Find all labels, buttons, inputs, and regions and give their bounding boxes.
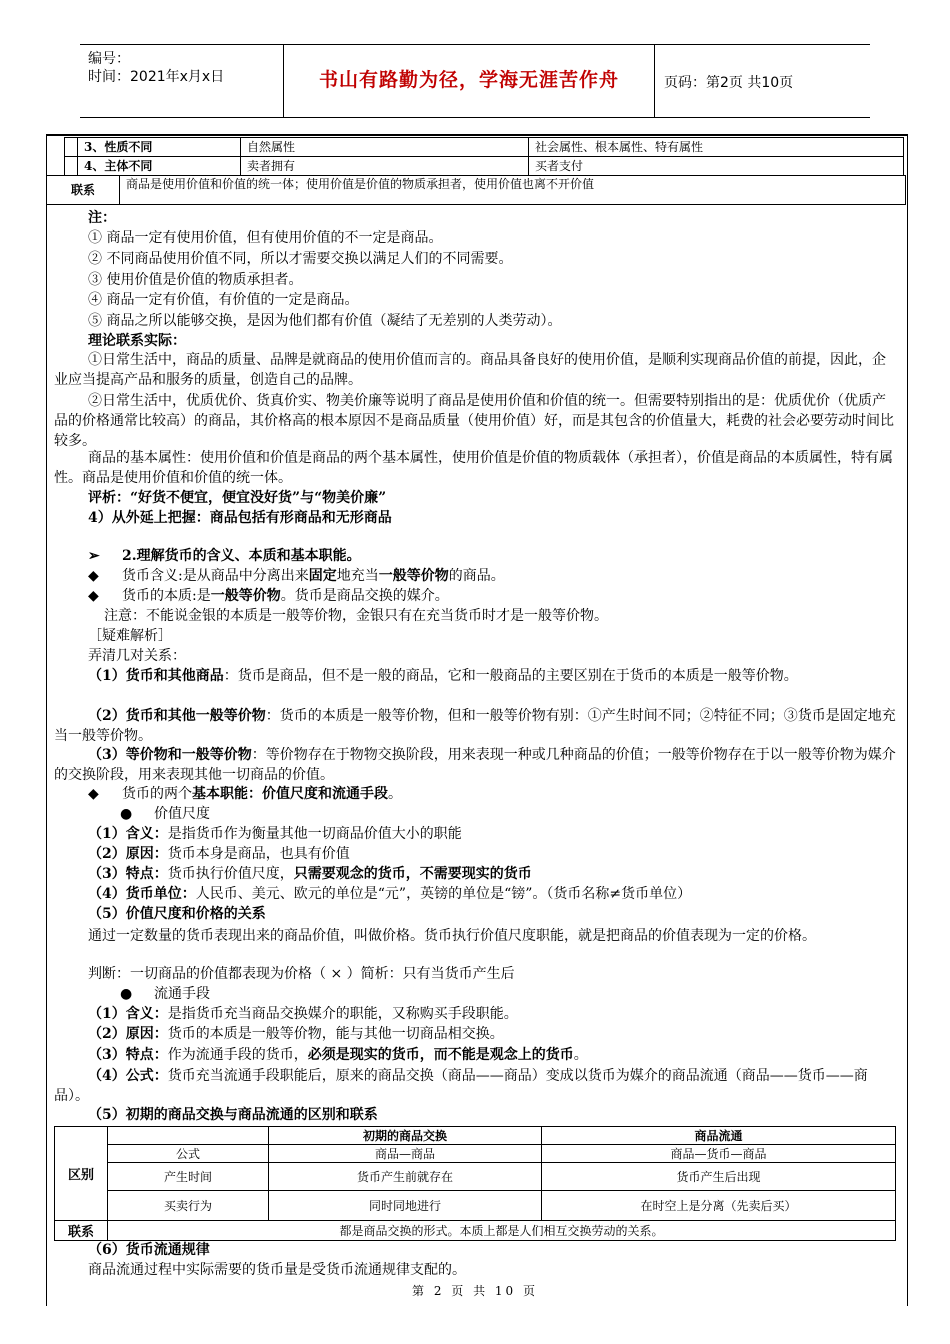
text-run: 人民币、美元、欧元的单位是“元”，英镑的单位是“镑”。（货币名称≠货币单位）: [195, 886, 692, 902]
theory-paragraph: ①日常生活中，商品的质量、品牌是就商品的使用价值而言的。商品具备良好的使用价值，是顺利实现商品价值的前提，因此，企业应当提高产品和服务的质量，创造自己的品牌。: [54, 352, 886, 388]
table-row: [65, 138, 904, 157]
table-cell: 社会属性、根本属性、特有属性: [529, 138, 904, 157]
diff-label: 区别: [55, 1127, 108, 1221]
header-motto: 书山有路勤为径，学海无涯苦作舟: [318, 69, 619, 91]
text-run: 基本职能：价值尺度和流通手段: [192, 786, 388, 802]
diamond-bullet-icon: ◆: [88, 588, 99, 604]
text-run: 一般等价物: [378, 568, 449, 584]
measure-heading: [120, 804, 930, 824]
page-footer: 第 2 页 共 10 页: [412, 1284, 538, 1298]
column-header: 商品流通: [542, 1127, 896, 1145]
theory-title: 理论联系实际：: [88, 333, 186, 349]
table-row: [55, 1145, 896, 1163]
table-cell: 货币产生后出现: [542, 1163, 896, 1191]
text-run: 货币充当流通手段职能后，原来的商品交换（商品——商品）变成以货币为媒介的商品流通（商品——货币——商品）。: [54, 1068, 868, 1104]
header-divider: [654, 44, 655, 117]
link-text: 商品是使用价值和价值的统一体；使用价值是价值的物质承担者，使用价值也离不开价值: [120, 176, 906, 205]
link-table: [46, 175, 906, 205]
column-header: 初期的商品交换: [269, 1127, 542, 1145]
text-run: ：货币的本质是一般等价物，但和一般等价物有别：①产生时间不同；②特征不同；③货币是固定地充当一般等价物。: [54, 708, 896, 744]
table-row: [55, 1163, 896, 1191]
theory-paragraph: 商品的基本属性：使用价值和价值是商品的两个基本属性，使用价值是价值的物质载体（承担者），价值是商品的本质属性，特有属性。商品是使用价值和价值的统一体。: [54, 450, 893, 486]
relation-paragraph: [54, 706, 896, 746]
link-text: 都是商品交换的形式。本质上都是人们相互交换劳动的关系。: [108, 1221, 896, 1241]
table-cell: 自然属性: [241, 138, 529, 157]
circulation-item: （6）货币流通规律: [88, 1242, 210, 1258]
measure-item: [88, 884, 898, 904]
text-run: （4）公式：: [88, 1068, 168, 1084]
table-row: [47, 176, 906, 205]
circulation-paragraph: 商品流通过程中实际需要的货币量是受货币流通规律支配的。: [88, 1262, 466, 1278]
table-cell: 买卖行为: [108, 1191, 269, 1221]
circulation-heading: [120, 984, 930, 1004]
note-item: ① 商品一定有使用价值，但有使用价值的不一定是商品。: [88, 230, 443, 246]
table-cell: 公式: [108, 1145, 269, 1163]
comment-line: 评析：“好货不便宜，便宜没好货”与“物美价廉”: [88, 490, 387, 506]
text-run: （3）等价物和一般等价物: [88, 747, 252, 763]
text-run: （1）含义：: [88, 1006, 168, 1022]
table-row: [55, 1127, 896, 1145]
doc-number-label: 编号：: [88, 51, 130, 67]
note-item: ⑤ 商品之所以能够交换，是因为他们都有价值（凝结了无差别的人类劳动）。: [88, 313, 562, 329]
link-label: 联系: [55, 1221, 108, 1241]
table-cell: 买者支付: [529, 157, 904, 176]
table-cell: 商品—商品: [269, 1145, 542, 1163]
text-run: （2）原因：: [88, 1026, 168, 1042]
section-heading: [88, 546, 898, 566]
text-run: （4）货币单位：: [88, 886, 196, 902]
table-cell: 产生时间: [108, 1163, 269, 1191]
text-run: 。货币是商品交换的媒介。: [280, 588, 449, 604]
diamond-bullet-icon: ◆: [88, 568, 99, 584]
diamond-bullet-icon: ◆: [88, 786, 99, 802]
text-run: （2）原因：: [88, 846, 168, 862]
money-essence: [88, 586, 898, 606]
circulation-paragraph: [54, 1066, 896, 1106]
comparison-table: [54, 1126, 896, 1241]
header-bottom-rule: [80, 117, 870, 118]
section-heading-text: 2.理解货币的含义、本质和基本职能。: [122, 548, 361, 564]
text-run: 是指货币作为衡量其他一切商品价值大小的职能: [167, 826, 462, 842]
text-run: 。: [388, 786, 402, 802]
text-run: 必须是现实的货币，而不能是观念上的货币: [307, 1047, 574, 1063]
note-title: 注：: [88, 210, 116, 226]
text-run: （2）货币和其他一般等价物: [88, 708, 266, 724]
text-run: 只需要观念的货币，不需要现实的货币: [293, 866, 532, 882]
text-run: ：货币是商品，但不是一般的商品，它和一般商品的主要区别在于货币的本质是一般等价物。: [223, 668, 798, 684]
text-run: 的商品。: [448, 568, 505, 584]
header-divider: [283, 44, 284, 117]
measure-item: [88, 864, 898, 884]
measure-item: [88, 824, 898, 844]
doubt-heading: ［疑难解析］: [88, 628, 172, 644]
table-cell: 在时空上是分离（先卖后买）: [542, 1191, 896, 1221]
text-run: 货币的本质:是: [122, 588, 211, 604]
note-item: ③ 使用价值是价值的物质承担者。: [88, 272, 303, 288]
text-run: 作为流通手段的货币，: [167, 1047, 308, 1063]
table-row: [55, 1191, 896, 1221]
measure-item: [88, 844, 898, 864]
table-cell: 4、主体不同: [78, 157, 241, 176]
link-label: 联系: [47, 176, 120, 205]
text-run: 货币含义:是从商品中分离出来: [122, 568, 309, 584]
text-run: 固定: [308, 568, 337, 584]
extension-line: 4）从外延上把握：商品包括有形商品和无形商品: [88, 510, 392, 526]
attention-line: 注意：不能说金银的本质是一般等价物，金银只有在充当货币时才是一般等价物。: [104, 608, 608, 624]
dot-bullet-icon: ●: [120, 806, 133, 822]
note-item: ② 不同商品使用价值不同，所以才需要交换以满足人们的不同需要。: [88, 251, 513, 267]
text-run: 货币的两个: [122, 786, 192, 802]
header-page-info: 页码：第2页 共10页: [664, 75, 794, 91]
money-definition: [88, 566, 898, 586]
table-cell: 同时同地进行: [269, 1191, 542, 1221]
dot-bullet-icon: ●: [120, 986, 133, 1002]
text-run: 价值尺度: [154, 806, 210, 822]
table-row: [65, 157, 904, 176]
text-run: （1）货币和其他商品: [88, 668, 224, 684]
text-run: （1）含义：: [88, 826, 168, 842]
measure-paragraph: 通过一定数量的货币表现出来的商品价值，叫做价格。货币执行价值尺度职能，就是把商品的价值表现为一定的价格。: [88, 928, 816, 944]
header-top-rule: [80, 44, 870, 45]
circulation-item: [88, 1045, 898, 1065]
table-cell: 3、性质不同: [78, 138, 241, 157]
circulation-item: [88, 1004, 898, 1024]
clarify-line: 弄清几对关系：: [88, 648, 186, 664]
relation-paragraph: [54, 745, 896, 785]
table-cell: 商品—货币—商品: [542, 1145, 896, 1163]
function-line: [88, 784, 898, 804]
doc-time-label: 时间：2021年x月x日: [88, 69, 225, 85]
relation-paragraph: [54, 666, 896, 686]
circulation-item: [88, 1024, 898, 1044]
table-cell: 卖者拥有: [241, 157, 529, 176]
text-run: （3）特点：: [88, 1047, 168, 1063]
judge-line: 判断：一切商品的价值都表现为价格（ × ）简析：只有当货币产生后: [88, 966, 515, 982]
property-table: [64, 137, 904, 176]
text-run: 流通手段: [154, 986, 210, 1002]
text-run: （3）特点：: [88, 866, 168, 882]
text-run: 货币本身是商品，也具有价值: [167, 846, 350, 862]
text-run: 地充当: [336, 568, 379, 584]
text-run: 一般等价物: [210, 588, 281, 604]
table-cell: 货币产生前就存在: [269, 1163, 542, 1191]
arrow-bullet-icon: ➢: [88, 548, 100, 564]
circulation-item: （5）初期的商品交换与商品流通的区别和联系: [88, 1107, 378, 1123]
text-run: 。: [573, 1047, 588, 1063]
theory-paragraph: ②日常生活中，优质优价、货真价实、物美价廉等说明了商品是使用价值和价值的统一。但需要特别指出的是：优质优价（优质产品的价格通常比较高）的商品，其价格高的根本原因不是商品质量（使用价值）好，而是其包含的价值量大，耗费的社会必要劳动时间比较多。: [54, 393, 894, 449]
text-run: 货币执行价值尺度，: [167, 866, 294, 882]
text-run: 是指货币充当商品交换媒介的职能，又称购买手段职能。: [167, 1006, 518, 1022]
note-item: ④ 商品一定有价值，有价值的一定是商品。: [88, 292, 359, 308]
table-row: [55, 1221, 896, 1241]
text-run: 货币的本质是一般等价物，能与其他一切商品相交换。: [167, 1026, 504, 1042]
measure-item: （5）价值尺度和价格的关系: [88, 906, 266, 922]
text-run: ：等价物存在于物物交换阶段，用来表现一种或几种商品的价值；一般等价物存在于以一般等价物为媒介的交换阶段，用来表现其他一切商品的价值。: [54, 747, 896, 783]
